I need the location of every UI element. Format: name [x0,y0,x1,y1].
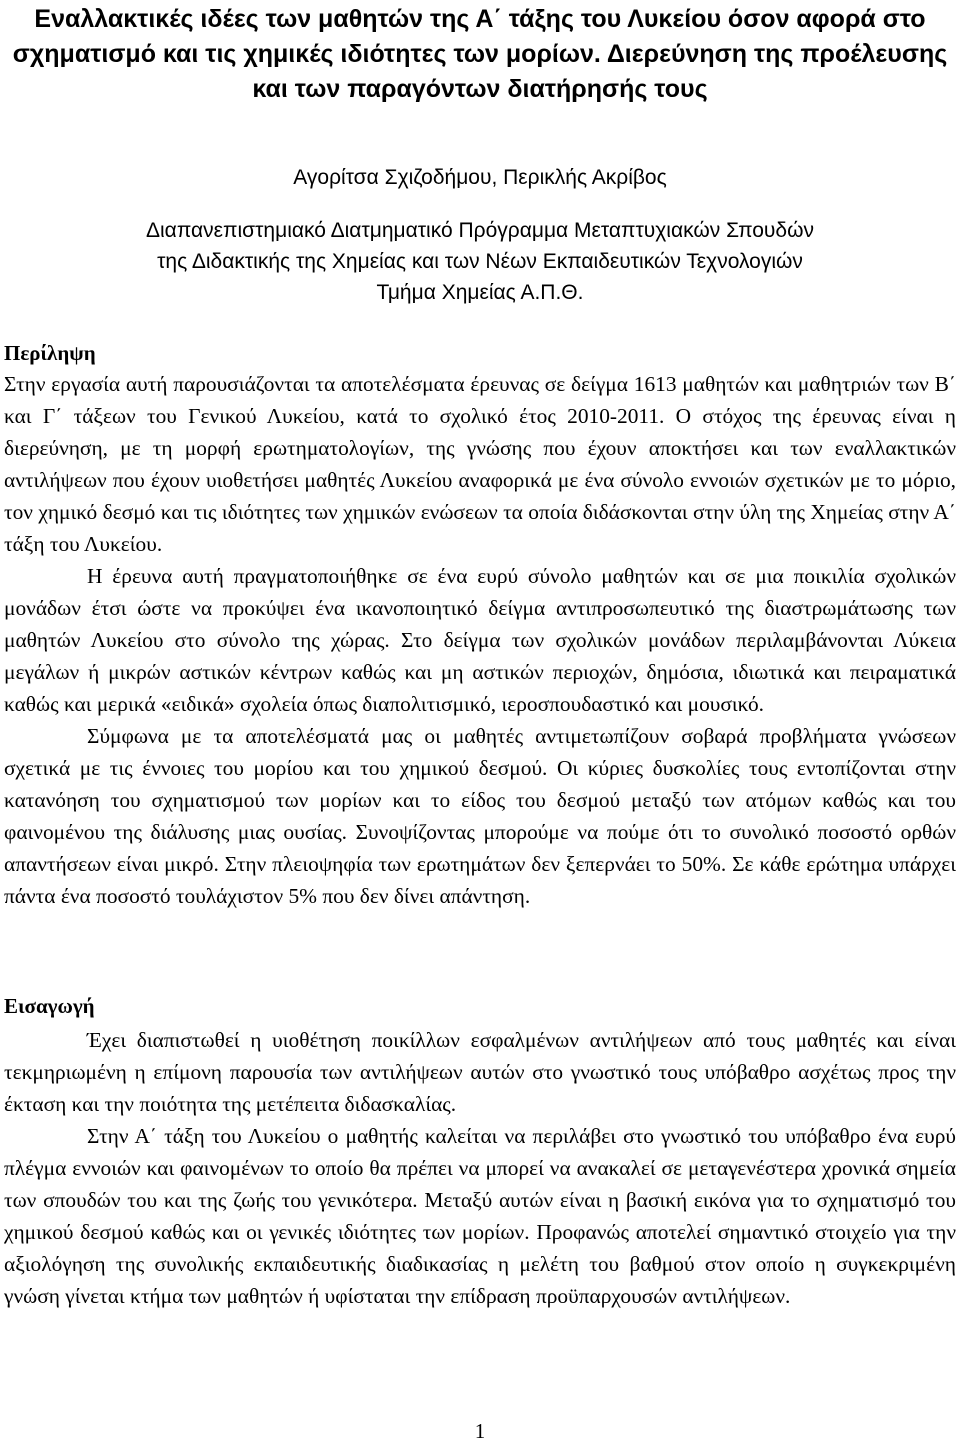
abstract-paragraph: Στην εργασία αυτή παρουσιάζονται τα αποτελέσματα έρευνας σε δείγμα 1613 μαθητών και μαθητριών των Β΄ και Γ΄ τάξεων του Γενικού Λυκείου, κατά το σχολικό έτος 2010-2011. Ο στόχος της έρευνας είναι η διερεύνηση, με τη μορφή ερωτηματολογίων, της γνώσης που έχουν αποκτήσει και των εναλλακτικών αντιλήψεων που έχουν υιοθετήσει μαθητές Λυκείου αναφορικά με ένα σύνολο εννοιών σχετικών με το μόριο, τον χημικό δεσμό και τις ιδιότητες των χημικών ενώσεων τα οποία διδάσκονται στην ύλη της Χημείας στην Α΄ τάξη του Λυκείου. [4,372,956,556]
paper-title: Εναλλακτικές ιδέες των μαθητών της Α΄ τάξης του Λυκείου όσον αφορά στο σχηματισμό και τις χημικές ιδιότητες των μορίων. Διερεύνηση της προέλευσης και των παραγόντων διατήρησής τους [12,5,948,103]
abstract-paragraph: Η έρευνα αυτή πραγματοποιήθηκε σε ένα ευρύ σύνολο μαθητών και σε μια ποικιλία σχολικών μονάδων έτσι ώστε να προκύψει ένα ικανοποιητικό δείγμα αντιπροσωπευτικό της διαστρωμάτωσης των μαθητών Λυκείου στο σύνολο της χώρας. Στο δείγμα των σχολικών μονάδων περιλαμβάνονται Λύκεια μεγάλων ή μικρών αστικών κέντρων καθώς και μη αστικών περιοχών, δημόσια, ιδιωτικά και πειραματικά καθώς και μερικά «ειδικά» σχολεία όπως διαπολιτισμικό, ιεροσπουδαστικό και μουσικό. [4,564,956,716]
abstract-body [4,368,956,912]
introduction-body [4,1024,956,1312]
introduction-paragraph: Στην Α΄ τάξη του Λυκείου ο μαθητής καλείται να περιλάβει στο γνωστικό του υπόβαθρο ένα ευρύ πλέγμα εννοιών και φαινομένων το οποίο θα πρέπει να μπορεί να ανακαλεί σε μεταγενέστερα χρονικά σημεία των σπουδών του και της ζωής του γενικότερα. Μεταξύ αυτών είναι η βασική εικόνα για το σχηματισμό του χημικού δεσμού καθώς και οι γενικές ιδιότητες των μορίων. Προφανώς αποτελεί σημαντικό στοιχείο για την αξιολόγηση της συνολικής εκπαιδευτικής διαδικασίας η μελέτη του βαθμού στον οποίο η συγκεκριμένη γνώση γίνεται κτήμα των μαθητών ή υφίσταται την επίδραση προϋπαρχουσών αντιλήψεων. [4,1124,956,1308]
introduction-paragraph: Έχει διαπιστωθεί η υιοθέτηση ποικίλλων εσφαλμένων αντιλήψεων από τους μαθητές και είναι τεκμηριωμένη η επίμονη παρουσία των αντιλήψεων αυτών στο γνωστικό τους υπόβαθρο ασχέτως προς την έκταση και την ποιότητα της μετέπειτα διδασκαλίας. [4,1028,956,1116]
affiliation-line-3: Τμήμα Χημείας Α.Π.Θ. [376,281,584,304]
affiliation [0,215,960,308]
abstract-heading: Περίληψη [4,341,96,365]
authors: Αγορίτσα Σχιζοδήμου, Περικλής Ακρίβος [293,166,667,189]
affiliation-line-2: της Διδακτικής της Χημείας και των Νέων Εκπαιδευτικών Τεχνολογιών [157,250,803,273]
introduction-heading: Εισαγωγή [4,994,95,1018]
affiliation-line-1: Διαπανεπιστημιακό Διατμηματικό Πρόγραμμα Μεταπτυχιακών Σπουδών [145,219,815,242]
abstract-paragraph: Σύμφωνα με τα αποτελέσματά μας οι μαθητές αντιμετωπίζουν σοβαρά προβλήματα γνώσεων σχετικά με τις έννοιες του μορίου και του χημικού δεσμού. Οι κύριες δυσκολίες τους εντοπίζονται στην κατανόηση του σχηματισμού των μορίων και το είδος του δεσμού μεταξύ των ατόμων καθώς και του φαινομένου της διάλυσης μιας ουσίας. Συνοψίζοντας μπορούμε να πούμε ότι το συνολικό ποσοστό ορθών απαντήσεων είναι μικρό. Στην πλειοψηφία των ερωτημάτων δεν ξεπερνάει το 50%. Σε κάθε ερώτημα υπάρχει πάντα ένα ποσοστό τουλάχιστον 5% που δεν δίνει απάντηση. [4,724,956,908]
page-number: 1 [474,1419,486,1443]
